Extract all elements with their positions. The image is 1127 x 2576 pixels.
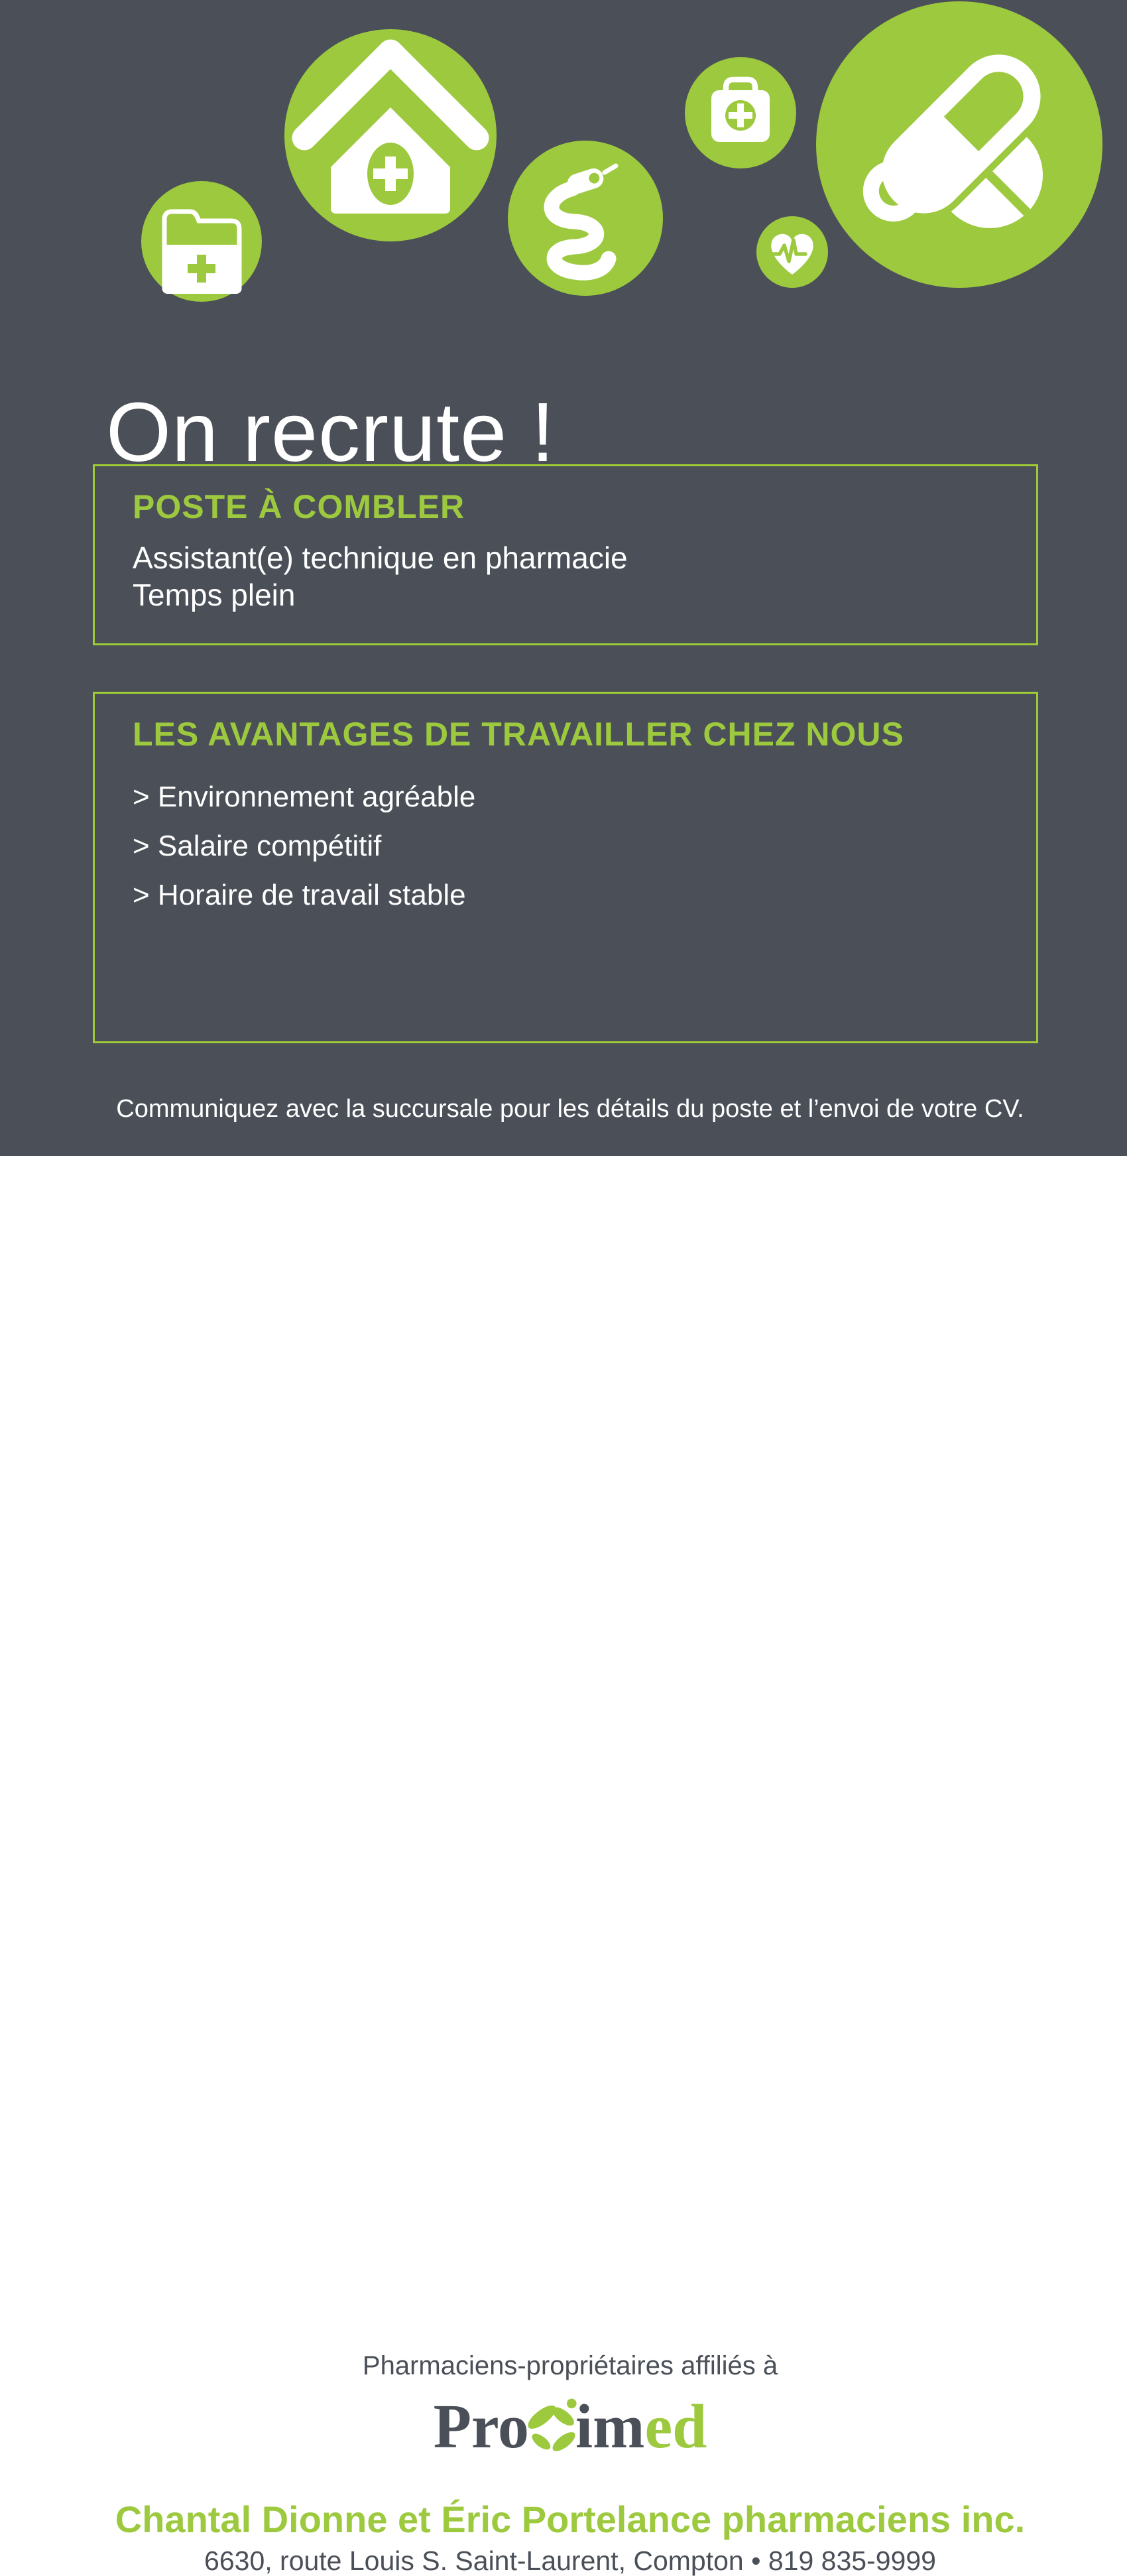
capsule-tablet-icon bbox=[816, 1, 1102, 288]
proximed-leaf-x-icon bbox=[526, 2395, 578, 2460]
capsule-tablet-icon bbox=[816, 1, 1102, 288]
affiliation-line: Pharmaciens-propriétaires affiliés à bbox=[362, 2351, 778, 2380]
medical-house-icon bbox=[284, 29, 497, 241]
folder-plus-icon bbox=[141, 181, 262, 302]
proximed-leaf-x-icon bbox=[526, 2395, 578, 2460]
address-line: 6630, route Louis S. Saint-Laurent, Compton • 819 835-9999 bbox=[204, 2545, 936, 2576]
position-line-2: Temps plein bbox=[133, 578, 296, 612]
asclepius-snake-icon bbox=[508, 141, 663, 296]
benefits-heading: LES AVANTAGES DE TRAVAILLER CHEZ NOUS bbox=[133, 716, 904, 753]
folder-plus-icon bbox=[141, 181, 262, 302]
contact-note: Communiquez avec la succursale pour les détails du poste et l’envoi de votre CV. bbox=[116, 1095, 1024, 1123]
proximed-logo bbox=[7, 2394, 1127, 2461]
first-aid-kit-icon bbox=[685, 57, 796, 168]
position-line-1: Assistant(e) technique en pharmacie bbox=[133, 541, 628, 575]
footer bbox=[0, 1156, 1127, 2576]
owners-line: Chantal Dionne et Éric Portelance pharmaciens inc. bbox=[115, 2498, 1026, 2540]
benefit-item: > Horaire de travail stable bbox=[133, 879, 466, 911]
position-heading: POSTE À COMBLER bbox=[133, 488, 465, 525]
benefit-item: > Environnement agréable bbox=[133, 781, 476, 813]
first-aid-kit-icon bbox=[685, 57, 796, 168]
asclepius-snake-icon bbox=[508, 141, 663, 296]
dark-background bbox=[0, 0, 1127, 1156]
benefit-item: > Salaire compétitif bbox=[133, 830, 382, 862]
logo-text-ed: ed bbox=[644, 2392, 707, 2461]
logo-text-pro: Pro bbox=[433, 2392, 530, 2461]
page-title: On recrute ! bbox=[106, 385, 556, 480]
medical-house-icon bbox=[284, 29, 497, 241]
logo-text-im: im bbox=[575, 2392, 645, 2461]
benefits-box bbox=[93, 692, 1038, 1043]
position-box bbox=[93, 464, 1038, 645]
